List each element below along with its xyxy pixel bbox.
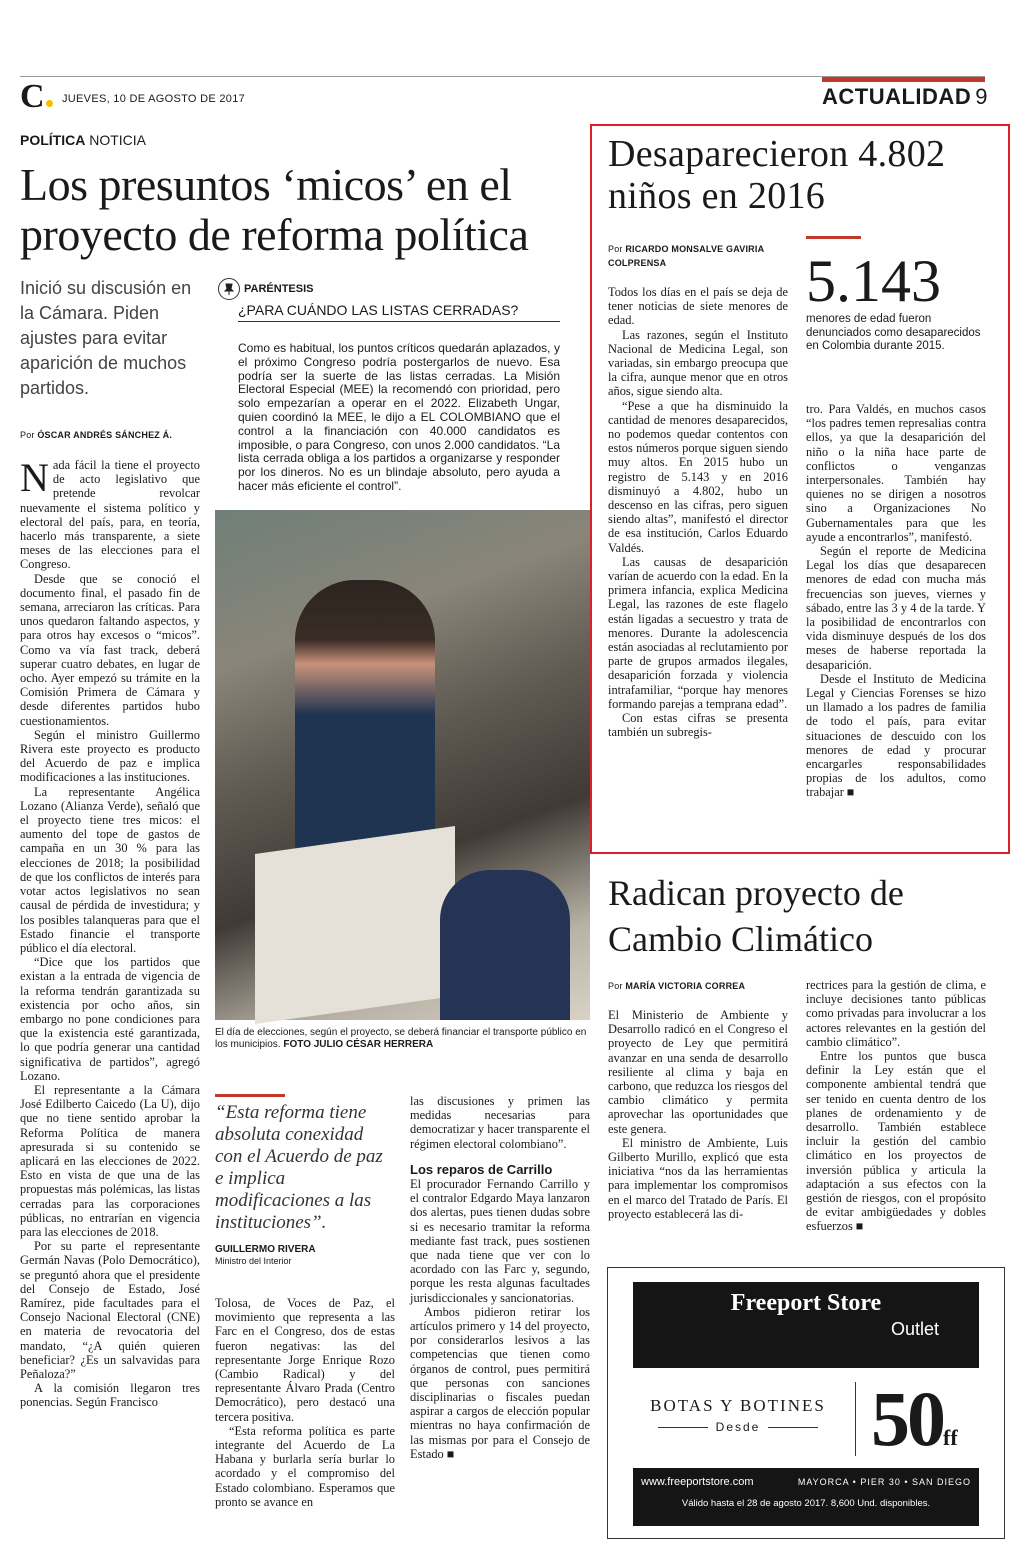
paragraph: “Dice que los partidos que existan a la entrada de vigencia de la reforma tendrán garantizada su existencia por ocho años, sin embargo no pone condiciones para que la existencia esté garantizada, lo que podría generar una cantidad significativa de partidos”, agregó Lozano. xyxy=(20,955,200,1083)
byline: Por ÓSCAR ANDRÉS SÁNCHEZ Á. xyxy=(20,430,173,440)
paragraph: Ambos pidieron retirar los artículos primero y 14 del proyecto, por considerarlos lesivos a las competencias que tienen como órganos de control, pues permitirá que personas con sanciones disciplinarias o fiscales puedan aspirar a cargos de elección popular mientras no haya confirmación de las mismas por para el Consejo de Estado ■ xyxy=(410,1304,590,1461)
paragraph: El ministro de Ambiente, Luis Gilberto Murillo, explicó que esta iniciativa “nos da las herramientas para implementar los compromisos en el marco del Tratado de París. El proyecto establecerá las di- xyxy=(608,1135,788,1221)
logo-dot-icon xyxy=(46,100,53,107)
stat-caption: menores de edad fueron denunciados como desaparecidos en Colombia durante 2015. xyxy=(806,313,981,352)
pin-icon xyxy=(218,278,240,300)
ad-brand-sub: Outlet xyxy=(890,1319,939,1339)
section-accent-bar xyxy=(822,77,985,82)
advertisement[interactable] xyxy=(607,1267,1005,1539)
quote-author-role: Ministro del Interior xyxy=(215,1256,292,1266)
photo-caption: El día de elecciones, según el proyecto, se deberá financiar el transporte público en los municipios. FOTO JULIO CÉSAR HERRERA xyxy=(215,1027,587,1050)
ad-offer xyxy=(633,1376,979,1462)
story3-byline: Por MARÍA VICTORIA CORREA xyxy=(608,981,746,991)
main-column-1 xyxy=(20,455,200,1410)
paragraph: Según el ministro Guillermo Rivera este proyecto es producto del Acuerdo de paz e implica modificaciones a las instituciones. xyxy=(20,727,200,785)
section-name: ACTUALIDAD 9 xyxy=(822,84,988,109)
paragraph: tro. Para Valdés, en muchos casos “los padres temen represalias contra ellos, ya que la desaparición del niño o la niña hace parte de conflictos o venganzas interpersonales. También hay quienes no se dirigen a nosotros sino a Organizaciones No Gubernamentales para que les ayude a encontrarlos”, manifestó. xyxy=(806,402,986,544)
paragraph: El representante a la Cámara José Edilberto Caicedo (La U), dijo que no tiene sentido aprobar la Reforma Política de manera apresurada si su contenido se aplicará en las elecciones de 2022. Esto en vista de que una de las propuestas más polémicas, las listas cerradas para las corporaciones públicas, no entrarían en vigencia para las elecciones de 2018. xyxy=(20,1082,200,1239)
headline: Los presuntos ‘micos’ en el proyecto de reforma política xyxy=(20,159,529,260)
page-number: 9 xyxy=(975,84,988,109)
ad-from: Desde xyxy=(633,1420,843,1434)
quote-author: GUILLERMO RIVERA xyxy=(215,1244,316,1255)
logo: C xyxy=(20,82,53,112)
issue-date: JUEVES, 10 DE AGOSTO DE 2017 xyxy=(62,93,246,105)
election-photo xyxy=(215,510,590,1020)
ad-footer xyxy=(633,1468,979,1526)
sidebar-title: ¿PARA CUÁNDO LAS LISTAS CERRADAS? xyxy=(238,302,560,322)
main-column-2 xyxy=(215,1296,395,1509)
sidebar-label: PARÉNTESIS xyxy=(244,283,314,295)
paragraph: La representante Angélica Lozano (Alianza Verde), señaló que el proyecto tiene tres micos: el aumento del tope de gastos de campaña en un 30 % para las elecciones de 2018; la posibilidad de que los conflictos de interés para votar actos legislativos no sean causal de pérdida de investidura; y los posibles talanqueras para que el Estado financie el transporte público el día electoral. xyxy=(20,784,200,955)
story3-column-2 xyxy=(806,978,986,1234)
photo-ballot-box xyxy=(255,826,455,1024)
paragraph: El procurador Fernando Carrillo y el contralor Edgardo Maya lanzaron dos alertas, pues tienen dudas sobre si es necesario tramitar la reforma mediante fast track, pues sostienen que nada tiene que ver con lo acordado con las Farc y, segundo, porque les resta algunas facultades jurisdiccionales y sancionatorias. xyxy=(410,1177,590,1305)
drop-cap: N xyxy=(20,455,49,500)
paragraph: las discusiones y primen las medidas necesarias para democratizar y hacer transparente el régimen electoral colombiano”. xyxy=(410,1094,590,1151)
paragraph: Las razones, según el Instituto Nacional de Medicina Legal, son variadas, sin embargo preocupa que la cifra, aunque menor que en otros años, sigue siendo alta. xyxy=(608,327,788,399)
subheading: Los reparos de Carrillo xyxy=(410,1161,553,1177)
paragraph: A la comisión llegaron tres ponencias. Según Francisco xyxy=(20,1381,200,1410)
pull-quote: “Esta reforma tiene absoluta conexidad con el Acuerdo de paz e implica modificaciones a las instituciones”. xyxy=(215,1102,383,1233)
paragraph: Tolosa, de Voces de Paz, el movimiento que representa a las Farc en el Congreso, dos de estas fueron negativas: las del representante Jorge Enrique Rozo (Cambio Radical) y del representante Álvaro Prada (Centro Democrático), pero destacó una tercera positiva. xyxy=(215,1296,395,1424)
paragraph: rectrices para la gestión de clima, e incluye decisiones tanto públicas como privadas para involucrar a los actores relevantes en la gestión del cambio climático”. xyxy=(806,978,986,1049)
paragraph: Desde el Instituto de Medicina Legal y Ciencias Forenses se hizo un llamado a los padres de familia de todo el país, para evitar situaciones de descuido con los menores de edad y procurar encargarles responsabilidades propias de los adultos, como trabajar ■ xyxy=(806,671,986,800)
story3-column-1 xyxy=(608,1008,788,1221)
story2-byline: Por RICARDO MONSALVE GAVIRIA COLPRENSA xyxy=(608,244,765,268)
photo-figure xyxy=(440,870,570,1020)
paragraph: Con estas cifras se presenta también un subregis- xyxy=(608,711,788,740)
ad-url-link[interactable]: www.freeportstore.com xyxy=(641,1476,754,1488)
paragraph: Por su parte el representante Germán Navas (Polo Democrático), se preguntó ahora que el presidente del Consejo de Estado, José Ramírez, pide facultades para el Consejo Nacional Electoral (CNE) en materia de revocatoria del mandato, “¿A quién quieren beneficiar? ¿Es un salvavidas para Peñaloza?” xyxy=(20,1239,200,1381)
quote-accent-bar xyxy=(215,1094,285,1097)
ad-brand: Freeport Store xyxy=(730,1290,882,1316)
story2-column-2 xyxy=(806,402,986,800)
sidebar-body: Como es habitual, los puntos críticos quedarán aplazados, y el próximo Congreso podría postergarlos de nuevo. Esa podría ser la suerte de las listas cerradas. La Misión Electoral Especial (MEE) la recomendó con prioridad, pero solo empezarían a operar en el 2022. Elizabeth Ungar, quien coordinó la MEE, le dijo a EL COLOMBIANO que el control a la financiación con 40.000 candidatos es imposible, o para Congreso, con unos 2.000 candidatos. “La lista cerrada obliga a los partidos a organizarse y responder por los dineros. No es un blindaje absoluto, pero ayuda a hacer más eficiente el control”. xyxy=(238,341,560,493)
deck: Inició su discusión en la Cámara. Piden ajustes para evitar aparición de muchos partidos. xyxy=(20,278,192,398)
paragraph: Nada fácil la tiene el proyecto de acto legislativo que pretende revolcar nuevamente el sistema político y electoral del país, para, en teoría, hacerlo más transparente, a siete meses de las elecciones para el Congreso. xyxy=(20,455,200,572)
ad-locations: MAYORCA • PIER 30 • SAN DIEGO xyxy=(797,1477,971,1487)
main-column-3 xyxy=(410,1094,590,1461)
ad-divider xyxy=(855,1382,856,1456)
ad-header xyxy=(633,1282,979,1368)
story2-column-1 xyxy=(608,285,788,740)
paragraph: Según el reporte de Medicina Legal los días que desaparecen menores de edad con mucha más frecuencias son jueves, viernes y sábado, entre las 3 y 4 de la tarde. Y la posibilidad de encontrarlos con vida disminuye después de los dos meses de haberse reportada la desaparición. xyxy=(806,544,986,672)
paragraph: Entre los puntos que busca definir la Ley están que el componente ambiental tendrá que ser tenido en cuenta dentro de los planes de ordenamiento y de desarrollo. También establece incluir la gestión del cambio climático en los proyectos de inversión pública y articula la adaptación a sus efectos con la gestión de riesgos, con el propósito de evitar ambigüedades y dobles esfuerzos ■ xyxy=(806,1049,986,1234)
paragraph: “Esta reforma política es parte integrante del Acuerdo de La Habana y burlarla sería burlar lo acordado y el compromiso del Estado colombiano. Esperamos que pronto se avance en xyxy=(215,1423,395,1509)
stat-number: 5.143 xyxy=(806,248,941,314)
paragraph: Todos los días en el país se deja de tener noticias de siete menores de edad. xyxy=(608,285,788,328)
paragraph: Desde que se conoció el documento final, el pasado fin de semana, arreciaron las críticas. Para unos quedaron faltando aspectos, y para otros hay excesos o “micos”. Como va vía fast track, deberá superar cuatro debates, en lugar de ocho. Ayer empezó su trámite en la Comisión Primera de Cámara y desde diferentes partidos hubo cuestionamientos. xyxy=(20,571,200,728)
paragraph: El Ministerio de Ambiente y Desarrollo radicó en el Congreso el proyecto de Ley que permitirá avanzar en una senda de desarrollo resiliente al clima y baja en carbono, que reduzca los riesgos del cambio climático y permita aprovechar las oportunidades que este genera. xyxy=(608,1008,788,1136)
story3-headline: Radican proyecto de Cambio Climático xyxy=(608,873,904,959)
story2-headline: Desaparecieron 4.802 niños en 2016 xyxy=(608,133,946,217)
kicker: POLÍTICA NOTICIA xyxy=(20,132,147,148)
ad-price: 50ff xyxy=(871,1375,958,1462)
ad-validity: Válido hasta el 28 de agosto 2017. 8,600 Und. disponibles. xyxy=(681,1498,931,1509)
paragraph: Las causas de desaparición varían de acuerdo con la edad. En la primera infancia, explica Medicina Legal, las razones de este flagelo están ligadas a secuestro y trata de menores. Durante la adolescencia están asociadas al reclutamiento por parte de grupos armados ilegales, desaparición forzada y violencia intrafamiliar, “porque hay menores formando parejas a temprana edad”. xyxy=(608,554,788,711)
stat-accent-bar xyxy=(806,236,861,239)
ad-product: BOTAS Y BOTINES xyxy=(650,1396,826,1415)
paragraph: “Pese a que ha disminuido la cantidad de menores desaparecidos, no podemos quedar contentos con estos números porque siguen siendo muy altos. En 2015 hubo un registro de 5.143 y en 2016 disminuyó a 4.802, hubo un descenso en las cifras, pero siguen siendo altas”, manifestó el director de esa institución, Carlos Eduardo Valdés. xyxy=(608,398,788,555)
